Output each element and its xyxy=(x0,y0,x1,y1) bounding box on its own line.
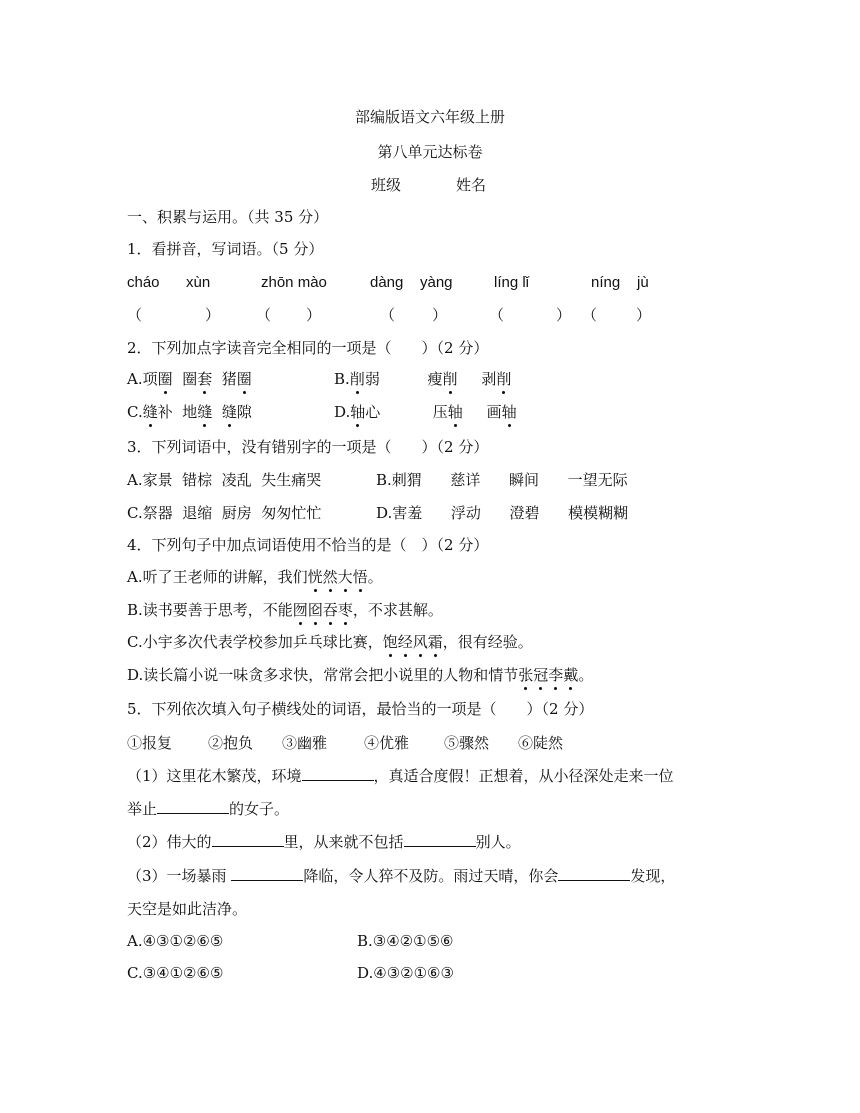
fill-blank[interactable] xyxy=(212,832,284,847)
dotted-char: 轴 xyxy=(350,403,366,421)
dotted-word xyxy=(383,633,443,651)
dotted-word xyxy=(293,601,353,619)
dotted-word xyxy=(308,568,368,586)
text: （2）伟大的 xyxy=(127,833,212,851)
dotted-char: 经 xyxy=(397,633,413,651)
paren-close: ） xyxy=(636,306,652,324)
dotted-char: 风 xyxy=(412,633,428,651)
text: 别人。 xyxy=(475,833,521,851)
q2-option-d xyxy=(334,402,517,422)
paren-close: ） xyxy=(432,306,448,324)
fill-blank[interactable] xyxy=(404,832,476,847)
option-label: B. xyxy=(334,370,350,388)
q5-sentence-1 xyxy=(127,766,674,786)
text: 。 xyxy=(367,568,383,586)
paren-open: （ xyxy=(256,306,272,324)
fill-blank[interactable] xyxy=(231,866,303,881)
dotted-char: 削 xyxy=(349,370,365,388)
char: 圈 xyxy=(182,370,198,388)
q5-sentence-3-cont: 天空是如此洁净。 xyxy=(127,900,248,918)
dotted-char: 囵 xyxy=(307,601,323,619)
char: 压 xyxy=(432,403,448,421)
char: 剥 xyxy=(481,370,497,388)
dotted-char: 李 xyxy=(548,666,564,684)
text: C.小宇多次代表学校参加乒乓球比赛， xyxy=(127,633,383,651)
pinyin: yàng xyxy=(420,274,453,291)
paren-open: （ xyxy=(380,306,396,324)
text: 。 xyxy=(578,666,594,684)
text: 降临，令人猝不及防。雨过天晴，你会 xyxy=(303,867,559,885)
dotted-char: 圈 xyxy=(236,370,252,388)
q5-sentence-3 xyxy=(127,866,675,886)
q4-option-c xyxy=(127,632,533,652)
pinyin: xùn xyxy=(186,274,211,291)
char: 心 xyxy=(365,403,381,421)
word-option: ⑤骤然 xyxy=(444,734,490,752)
word-option: ③幽雅 xyxy=(282,734,328,752)
char: 画 xyxy=(486,403,502,421)
char: 地 xyxy=(182,403,198,421)
char: 隙 xyxy=(236,403,252,421)
fill-blank[interactable] xyxy=(157,799,229,814)
pinyin: níng xyxy=(591,274,621,291)
dotted-char: 圈 xyxy=(157,370,173,388)
q5-option-b: B.③④②①⑤⑥ xyxy=(357,932,454,950)
q4-option-a xyxy=(127,567,383,587)
dotted-char: 缝 xyxy=(197,403,213,421)
q5-option-a: A.④③①②⑥⑤ xyxy=(127,932,224,950)
char: 项 xyxy=(142,370,158,388)
char: 猪 xyxy=(221,370,237,388)
dotted-char: 大 xyxy=(337,568,353,586)
dotted-char: 霜 xyxy=(427,633,443,651)
q3-stem: 3．下列词语中，没有错别字的一项是（ ）（2 分） xyxy=(127,438,489,456)
text: ，很有经验。 xyxy=(442,633,533,651)
q2-option-b xyxy=(334,369,511,389)
option-label: A. xyxy=(127,370,143,388)
text: 里，从来就不包括 xyxy=(283,833,404,851)
text: B.读书要善于思考，不能 xyxy=(127,601,293,619)
word-option: ①报复 xyxy=(127,734,173,752)
q5-sentence-2 xyxy=(127,832,521,852)
q5-stem: 5．下列依次填入句子横线处的词语，最恰当的一项是（ ）（2 分） xyxy=(127,700,594,718)
fill-blank[interactable] xyxy=(302,766,374,781)
q2-stem: 2．下列加点字读音完全相同的一项是（ ）（2 分） xyxy=(127,339,489,357)
char: 瘦 xyxy=(427,370,443,388)
dotted-char: 轴 xyxy=(447,403,463,421)
pinyin: dàng xyxy=(370,274,404,291)
paren-open: （ xyxy=(489,306,505,324)
dotted-char: 吞 xyxy=(322,601,338,619)
paren-close: ） xyxy=(556,306,572,324)
text: ，真适合度假！正想着，从小径深处走来一位 xyxy=(373,767,674,785)
dotted-char: 恍 xyxy=(307,568,323,586)
dotted-char: 戴 xyxy=(563,666,579,684)
q5-option-c: C.③④①②⑥⑤ xyxy=(127,964,224,982)
q4-option-d xyxy=(127,665,593,685)
q3-option-b: B.刺猬 慈详 瞬间 一望无际 xyxy=(376,471,628,489)
pinyin: zhōn mào xyxy=(261,274,327,291)
text: （3）一场暴雨 xyxy=(127,867,232,885)
pinyin: líng lǐ xyxy=(494,274,530,291)
dotted-char: 张 xyxy=(518,666,534,684)
dotted-char: 套 xyxy=(197,370,213,388)
q2-option-c xyxy=(127,402,252,422)
fill-blank[interactable] xyxy=(558,866,630,881)
word-option: ④优雅 xyxy=(364,734,410,752)
class-label: 班级 xyxy=(371,176,402,194)
dotted-char: 削 xyxy=(496,370,512,388)
q1-stem: 1．看拼音，写词语。（5 分） xyxy=(127,240,324,258)
option-label: C. xyxy=(127,403,143,421)
q3-option-c: C.祭器 退缩 厨房 匆匆忙忙 xyxy=(127,504,322,522)
q5-sentence-1-cont xyxy=(127,799,289,819)
q4-option-b xyxy=(127,600,443,620)
dotted-char: 缝 xyxy=(221,403,237,421)
pinyin: jù xyxy=(637,274,649,291)
word-option: ⑥陡然 xyxy=(518,734,564,752)
dotted-char: 囫 xyxy=(292,601,308,619)
doc-subtitle: 第八单元达标卷 xyxy=(377,143,483,161)
option-label: D. xyxy=(334,403,351,421)
text: （1）这里花木繁茂，环境 xyxy=(127,767,302,785)
dotted-char: 冠 xyxy=(533,666,549,684)
name-label: 姓名 xyxy=(456,176,487,194)
doc-title: 部编版语文六年级上册 xyxy=(354,108,505,126)
q3-option-a: A.家景 错棕 凌乱 失生痛哭 xyxy=(127,471,322,489)
dotted-char: 然 xyxy=(322,568,338,586)
section-heading: 一、积累与运用。（共 35 分） xyxy=(127,208,329,226)
dotted-char: 缝 xyxy=(142,403,158,421)
dotted-char: 饱 xyxy=(382,633,398,651)
text: 举止 xyxy=(127,800,158,818)
paren-close: ） xyxy=(205,306,221,324)
q3-option-d: D.害羞 浮动 澄碧 模模糊糊 xyxy=(376,504,629,522)
text: D.读长篇小说一味贪多求快，常常会把小说里的人物和情节 xyxy=(127,666,519,684)
dotted-char: 悟 xyxy=(352,568,368,586)
q5-option-d: D.④③②①⑥③ xyxy=(357,964,454,982)
word-option: ②抱负 xyxy=(208,734,254,752)
dotted-word xyxy=(518,666,578,684)
dotted-char: 削 xyxy=(442,370,458,388)
paren-open: （ xyxy=(127,306,143,324)
dotted-char: 枣 xyxy=(337,601,353,619)
pinyin: cháo xyxy=(127,274,160,291)
char: 补 xyxy=(157,403,173,421)
text: 发现， xyxy=(630,867,676,885)
text: 的女子。 xyxy=(229,800,290,818)
text: ，不求甚解。 xyxy=(352,601,443,619)
paren-open: （ xyxy=(582,306,598,324)
q2-option-a xyxy=(127,369,252,389)
dotted-char: 轴 xyxy=(501,403,517,421)
q4-stem: 4．下列句子中加点词语使用不恰当的是（ ）（2 分） xyxy=(127,536,489,554)
char: 弱 xyxy=(364,370,380,388)
paren-close: ） xyxy=(306,306,322,324)
text: A.听了王老师的讲解，我们 xyxy=(127,568,308,586)
